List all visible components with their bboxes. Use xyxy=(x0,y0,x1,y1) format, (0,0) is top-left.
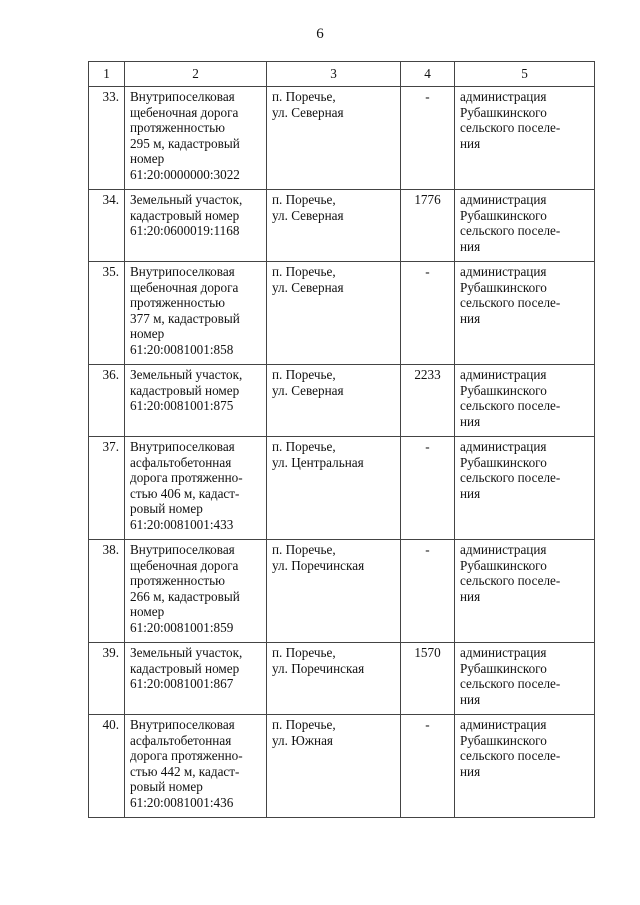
object-name xyxy=(125,365,267,437)
row-number: 36. xyxy=(89,365,125,437)
object-name-text: Внутрипоселковая щебеночная дорога протяженностью 377 м, кадастровый номер 61:20:0081001:858 xyxy=(130,264,240,357)
object-name xyxy=(125,643,267,715)
object-owner-text: администрация Рубашкинского сельского поселе- ния xyxy=(460,645,561,707)
table-row xyxy=(89,643,595,715)
object-area: - xyxy=(401,87,455,190)
object-address xyxy=(267,437,401,540)
object-owner xyxy=(455,190,595,262)
object-address-text: п. Поречье, ул. Южная xyxy=(272,717,336,748)
object-owner-text: администрация Рубашкинского сельского поселе- ния xyxy=(460,439,561,501)
table-row xyxy=(89,540,595,643)
object-name xyxy=(125,262,267,365)
object-name xyxy=(125,190,267,262)
object-area: - xyxy=(401,262,455,365)
table-row xyxy=(89,262,595,365)
header-col-4: 4 xyxy=(401,62,455,87)
object-area: 1570 xyxy=(401,643,455,715)
row-number: 38. xyxy=(89,540,125,643)
object-name-text: Внутрипоселковая щебеночная дорога протяженностью 266 м, кадастровый номер 61:20:0081001:859 xyxy=(130,542,240,635)
row-number: 35. xyxy=(89,262,125,365)
table-header xyxy=(89,62,595,87)
object-owner-text: администрация Рубашкинского сельского поселе- ния xyxy=(460,717,561,779)
object-owner xyxy=(455,262,595,365)
object-owner-text: администрация Рубашкинского сельского поселе- ния xyxy=(460,192,561,254)
object-name-text: Земельный участок, кадастровый номер 61:20:0081001:875 xyxy=(130,367,243,414)
table-row xyxy=(89,437,595,540)
object-name-text: Внутрипоселковая щебеночная дорога протяженностью 295 м, кадастровый номер 61:20:0000000:3022 xyxy=(130,89,240,182)
object-name-text: Внутрипоселковая асфальтобетонная дорога протяженно- стью 442 м, кадаст- ровый номер 61:20:0081001:436 xyxy=(130,717,243,810)
header-col-1: 1 xyxy=(89,62,125,87)
object-address xyxy=(267,365,401,437)
object-name xyxy=(125,437,267,540)
object-address xyxy=(267,190,401,262)
object-owner xyxy=(455,540,595,643)
property-table xyxy=(88,61,595,818)
object-address-text: п. Поречье, ул. Северная xyxy=(272,264,344,295)
table-body xyxy=(89,87,595,818)
object-owner xyxy=(455,87,595,190)
object-owner-text: администрация Рубашкинского сельского поселе- ния xyxy=(460,264,561,326)
object-address-text: п. Поречье, ул. Центральная xyxy=(272,439,364,470)
object-area: - xyxy=(401,715,455,818)
page-number: 6 xyxy=(316,26,324,42)
header-row xyxy=(89,62,595,87)
header-col-2: 2 xyxy=(125,62,267,87)
object-address xyxy=(267,262,401,365)
object-address xyxy=(267,643,401,715)
table-row xyxy=(89,87,595,190)
object-address xyxy=(267,715,401,818)
object-area: - xyxy=(401,437,455,540)
object-owner xyxy=(455,715,595,818)
header-col-5: 5 xyxy=(455,62,595,87)
object-address xyxy=(267,540,401,643)
object-owner-text: администрация Рубашкинского сельского поселе- ния xyxy=(460,542,561,604)
object-name xyxy=(125,87,267,190)
object-owner xyxy=(455,643,595,715)
row-number: 34. xyxy=(89,190,125,262)
object-address-text: п. Поречье, ул. Северная xyxy=(272,367,344,398)
header-col-3: 3 xyxy=(267,62,401,87)
row-number: 33. xyxy=(89,87,125,190)
object-address xyxy=(267,87,401,190)
object-owner-text: администрация Рубашкинского сельского поселе- ния xyxy=(460,89,561,151)
object-area: 2233 xyxy=(401,365,455,437)
object-address-text: п. Поречье, ул. Северная xyxy=(272,89,344,120)
table-row xyxy=(89,365,595,437)
object-name-text: Внутрипоселковая асфальтобетонная дорога протяженно- стью 406 м, кадаст- ровый номер 61:20:0081001:433 xyxy=(130,439,243,532)
row-number: 40. xyxy=(89,715,125,818)
object-address-text: п. Поречье, ул. Северная xyxy=(272,192,344,223)
row-number: 39. xyxy=(89,643,125,715)
object-area: - xyxy=(401,540,455,643)
table-row xyxy=(89,190,595,262)
row-number: 37. xyxy=(89,437,125,540)
object-address-text: п. Поречье, ул. Поречинская xyxy=(272,645,365,676)
table-row xyxy=(89,715,595,818)
object-owner-text: администрация Рубашкинского сельского поселе- ния xyxy=(460,367,561,429)
object-name-text: Земельный участок, кадастровый номер 61:20:0081001:867 xyxy=(130,645,243,692)
object-area: 1776 xyxy=(401,190,455,262)
object-address-text: п. Поречье, ул. Поречинская xyxy=(272,542,365,573)
object-owner xyxy=(455,437,595,540)
object-name xyxy=(125,540,267,643)
object-owner xyxy=(455,365,595,437)
object-name xyxy=(125,715,267,818)
object-name-text: Земельный участок, кадастровый номер 61:20:0600019:1168 xyxy=(130,192,243,239)
